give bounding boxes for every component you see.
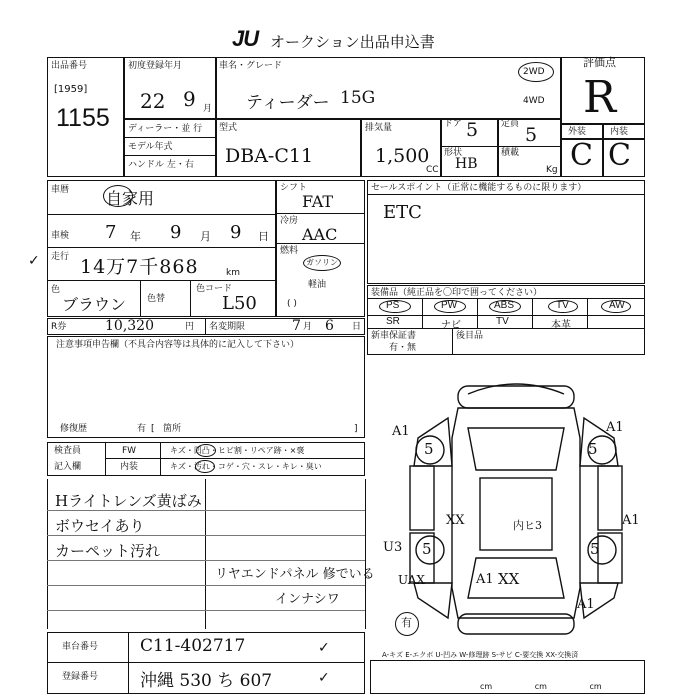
displacement-value: 1,500 [375,145,430,167]
deadline-month-unit: 月 [303,322,313,332]
rating-int-value: C [608,138,631,173]
sales-point-block [367,180,645,284]
car-name-value: ティーダー [246,93,330,113]
mark-5-rearright: 5 [590,540,600,558]
recycle-label: R券 [51,322,67,332]
mileage-label: 走行 [51,252,70,262]
new-warranty-label: 新車保証書 [371,331,417,341]
equipment-label: 装備品（純正品を〇印で囲ってください） [371,288,543,298]
fw-label: FW [122,446,137,456]
load-label: 積載 [501,148,520,158]
rear-note-1: リヤエンドパネル 修でいる [215,567,375,582]
aftermarket-label: 後目品 [456,331,484,341]
displacement-unit: CC [426,165,439,175]
form-title: オークション出品申込書 [270,33,435,51]
equip-pw: PW [441,300,458,311]
mark-xx-rear: XX [498,570,520,588]
fuel-diesel: 軽油 [308,280,327,290]
registration-month-unit: 月 [203,104,213,114]
equip-navi: ナビ [441,320,461,331]
chassis-check: ✓ [318,640,330,656]
sales-point-value: ETC [383,202,422,223]
color-value: ブラウン [62,295,127,314]
model-value: DBA-C11 [225,145,314,167]
drive-4wd: 4WD [523,96,545,106]
inspector-label: 検査員 [54,446,82,456]
capacity-value: 5 [525,124,538,146]
damage-legend: A-キズ E-エクボ U-凹み W-修理跡 S-サビ C-要交換 XX-交換済 [382,651,579,659]
note-line-2: ボウセイあり [55,517,145,535]
lot-label: 出品番号 [51,61,88,71]
mark-a1-rear: A1 [476,572,494,587]
inspection-day-unit: 日 [258,230,269,243]
repair-label: 修復歴 [60,424,88,434]
dealer-row3: ハンドル 左・右 [128,160,194,170]
new-warranty-value: 有・無 [389,343,417,353]
mark-a1-rightdoor: A1 [622,513,640,528]
mark-5-rearleft: 5 [422,540,432,558]
registration-month: 9 [183,87,196,111]
history-label: 車暦 [51,185,70,195]
notes-label: 注意事項申告欄（不具合内容等は具体的に記入して下さい） [56,340,300,350]
recycle-unit: 円 [185,322,195,332]
deadline-day: 6 [325,318,334,334]
mileage-check: ✓ [28,253,40,269]
sales-point-label: セールスポイント（正常に機能するものに限ります） [371,183,587,193]
chassis-label: 車台番号 [62,642,99,652]
chassis-value: C11-402717 [140,636,246,656]
drive-2wd: 2WD [523,67,545,77]
equip-leather: 本革 [551,320,571,331]
equip-sr: SR [386,316,400,327]
equip-abs: ABS [494,300,515,311]
equip-ps: PS [386,300,400,311]
car-name-label: 車名・グレード [219,61,283,71]
rear-note-2: インナシワ [275,592,340,607]
inspection-month: 9 [170,222,182,243]
equip-aw: AW [609,300,625,311]
stamp-text: 有 [401,616,412,629]
plate-value: 沖縄 530 ち 607 [140,671,273,691]
fuel-paren: ( ) [287,299,297,309]
lot-number: 1155 [56,104,110,132]
mark-5-frontright: 5 [588,440,598,458]
recycle-row [47,318,365,335]
deadline-month: 7 [292,318,301,334]
inspection-label: 車検 [51,231,70,241]
doors-label: ドア [444,119,462,129]
rating-value: R [583,72,617,123]
deadline-day-unit: 日 [352,322,362,332]
equip-tv-top: TV [556,300,569,311]
car-damage-diagram [388,378,648,640]
inspection-year: 7 [105,222,117,243]
displacement-label: 排気量 [365,123,393,133]
notes-block [47,336,365,438]
mark-inner-3: 内ヒ3 [513,519,542,532]
doors-value: 5 [466,119,479,141]
equip-tv: TV [496,316,509,327]
fuel-label: 燃料 [280,246,299,256]
rating-int-label: 内装 [610,127,629,137]
repair-value: 有 [137,424,147,434]
footer-dims: cm cm cm [480,682,602,691]
color-swap-label: 色替 [147,294,166,304]
fuel-gasoline: ガソリン [306,258,338,267]
repair-bracket-close: ] [354,424,358,434]
mileage-unit: km [226,268,240,278]
fw-items: キズ・凹凸・ヒビ割・リペア跡・×褒 [170,446,305,455]
mark-xx-left: XX [446,513,465,528]
interior-items: キズ・汚れ・コゲ・穴・スレ・キレ・臭い [170,462,322,471]
plate-check: ✓ [318,670,330,686]
shift-value: FAT [302,192,334,211]
color-code-label: 色コード [196,284,233,294]
interior-label: 内装 [120,462,139,472]
note-line-1: Hライトレンズ黄ばみ [55,492,202,510]
dealer-row1: ディーラー・並 行 [128,124,203,134]
dealer-row2: モデル年式 [128,142,173,152]
shift-label: シフト [280,183,308,193]
history-value: 自家用 [106,189,155,208]
lot-sub: [1959] [54,84,88,95]
capacity-label: 定員 [501,119,520,129]
color-code-value: L50 [222,293,257,314]
plate-label: 登録番号 [62,672,99,682]
ju-logo: JU [232,26,259,51]
recycle-value: 10,320 [105,318,154,334]
deadline-label: 名変期限 [209,322,246,332]
mark-u3: U3 [383,540,403,555]
inspection-year-unit: 年 [130,230,141,243]
mark-a1-topleft: A1 [392,424,410,439]
color-label: 色 [51,285,61,295]
mileage-value: 14万7千868 [80,256,199,278]
mark-a1-right: A1 [606,420,624,435]
top-block [47,57,645,177]
registration-year: 22 [140,89,166,113]
ac-label: 冷房 [280,216,299,226]
mark-a1-bottomright: A1 [577,597,595,612]
car-grade-value: 15G [340,88,376,108]
shape-value: HB [455,156,478,172]
rating-ext-label: 外装 [568,127,587,137]
ac-value: AAC [302,225,338,244]
repair-place: 箇所 [163,424,182,434]
inspection-day: 9 [230,222,242,243]
shape-label: 形状 [444,148,463,158]
note-line-3: カーペット汚れ [55,542,161,560]
repair-bracket-open: [ [151,424,155,434]
mark-uax: UAX [398,573,425,587]
rating-label: 評価点 [583,56,616,69]
rating-ext-value: C [570,138,593,173]
load-unit: Kg [546,165,558,175]
mark-5-frontleft: 5 [424,440,434,458]
inspector-entry-label: 記入欄 [54,462,82,472]
inspection-month-unit: 月 [200,230,211,243]
model-label: 型式 [219,123,238,133]
registration-label: 初度登録年月 [128,61,183,71]
